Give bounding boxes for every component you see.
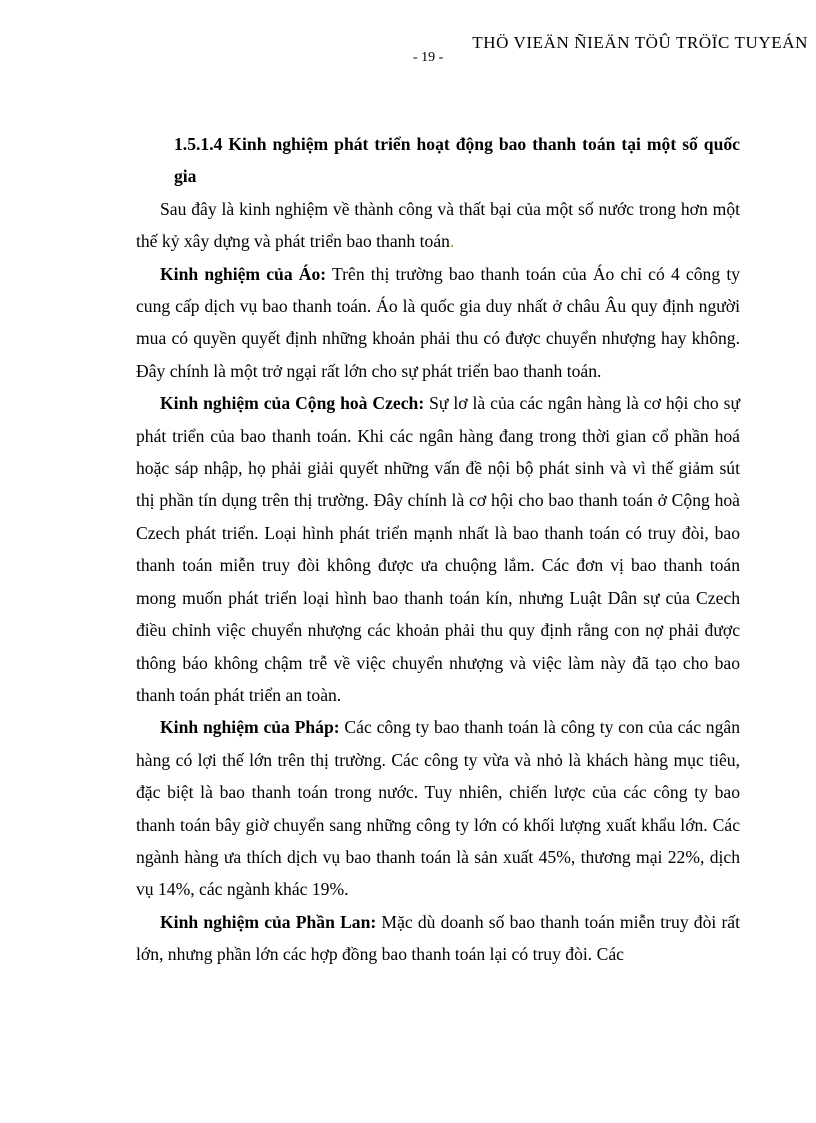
paragraph-france: [136, 711, 740, 905]
paragraph-text: Các công ty bao thanh toán là công ty con của các ngân hàng có lợi thế lớn trên thị trường. Các công ty vừa và nhỏ là khách hàng mục tiêu, đặc biệt là bao thanh toán trong nước. Tuy nhiên, chiến lược của các công ty bao thanh toán bây giờ chuyển sang những công ty lớn có khối lượng xuất khẩu lớn. Các ngành hàng ưa thích dịch vụ bao thanh toán là sản xuất 45%, thương mại 22%, dịch vụ 14%, các ngành khác 19%.: [136, 717, 741, 900]
paragraph-text: Mặc dù doanh số bao thanh toán miễn truy đòi rất lớn, nhưng phần lớn các hợp đồng bao thanh toán lại có truy đòi. Các: [136, 911, 741, 965]
paragraph-text: Sự lơ là của các ngân hàng là cơ hội cho sự phát triển của bao thanh toán. Khi các ngân hàng đang trong thời gian cổ phần hoá hoặc sáp nhập, họ phải giải quyết những vấn đề nội bộ phát sinh và vì thế giảm sút thị phần tín dụng trên thị trường. Đây chính là cơ hội cho bao thanh toán ở Cộng hoà Czech phát triển. Loại hình phát triển mạnh nhất là bao thanh toán có truy đòi, bao thanh toán miễn truy đòi không được ưa chuộng lắm. Các đơn vị bao thanh toán mong muốn phát triển loại hình bao thanh toán kín, nhưng Luật Dân sự của Czech điều chỉnh việc chuyển nhượng các khoản phải thu quy định rằng con nợ phải được thông báo không chậm trễ về việc chuyển nhượng và việc làm này đã tạo cho bao thanh toán phát triển an toàn.: [136, 393, 741, 705]
paragraph-lead: Kinh nghiệm của Pháp:: [160, 717, 340, 738]
intro-text: Sau đây là kinh nghiệm về thành công và thất bại của một số nước trong hơn một thế kỷ xây dựng và phát triển bao thanh toán: [136, 198, 740, 252]
paragraph-lead: Kinh nghiệm của Áo:: [160, 263, 327, 284]
paragraph-lead: Kinh nghiệm của Phần Lan:: [160, 911, 377, 932]
document-body: [136, 128, 740, 971]
paragraph-text: Trên thị trường bao thanh toán của Áo chỉ có 4 công ty cung cấp dịch vụ bao thanh toán. Áo là quốc gia duy nhất ở châu Âu quy định người mua có quyền quyết định những khoản phải thu có được chuyển nhượng hay không. Đây chính là một trở ngại rất lớn cho sự phát triển bao thanh toán.: [136, 263, 740, 381]
library-header-title: THÖ VIEÄN ÑIEÄN TÖÛ TRÖÏC TUYEÁN: [472, 33, 808, 52]
page-number: - 19 -: [413, 50, 444, 65]
paragraph-austria: [136, 258, 740, 388]
section-heading: 1.5.1.4 Kinh nghiệm phát triển hoạt động bao thanh toán tại một số quốc gia: [174, 134, 740, 187]
paragraph-lead: Kinh nghiệm của Cộng hoà Czech:: [160, 393, 425, 414]
paragraph-finland: [136, 906, 740, 971]
paragraph-czech: [136, 387, 740, 711]
intro-end-mark: .: [449, 231, 455, 252]
intro-paragraph: [136, 193, 740, 258]
